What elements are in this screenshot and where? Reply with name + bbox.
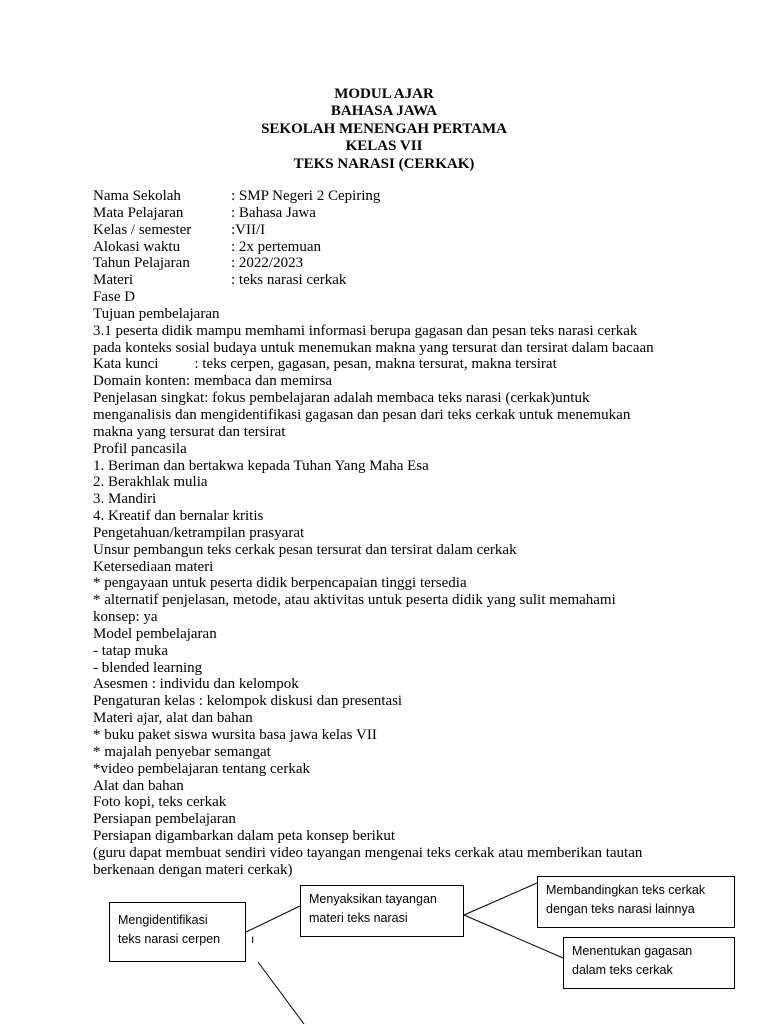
info-value: : teks narasi cerkak bbox=[231, 272, 347, 289]
profil-item: 4. Kreatif dan bernalar kritis bbox=[93, 508, 264, 525]
info-value: : Bahasa Jawa bbox=[231, 204, 316, 221]
concept-box-line: dalam teks cerkak bbox=[572, 963, 673, 977]
title-line: MODUL AJAR bbox=[334, 86, 434, 102]
kata-kunci-value: : teks cerpen, gagasan, pesan, makna tersurat, makna tersirat bbox=[194, 356, 557, 373]
model-item: - blended learning bbox=[93, 659, 203, 676]
tujuan-text-line: pada konteks sosial budaya untuk menemukan makna yang tersurat dan tersirat dalam bacaan bbox=[93, 339, 654, 356]
info-value: : 2x pertemuan bbox=[231, 238, 321, 255]
pengaturan-kelas: Pengaturan kelas : kelompok diskusi dan presentasi bbox=[93, 693, 403, 710]
model-heading: Model pembelajaran bbox=[93, 625, 217, 642]
tujuan-heading: Tujuan pembelajaran bbox=[93, 305, 220, 322]
persiapan-text-line: Persiapan digambarkan dalam peta konsep berikut bbox=[93, 828, 395, 845]
penjelasan-line: makna yang tersurat dan tersirat bbox=[93, 423, 286, 440]
prasyarat-text: Unsur pembangun teks cerkak pesan tersurat dan tersirat dalam cerkak bbox=[93, 541, 517, 558]
tujuan-text-line: 3.1 peserta didik mampu memhami informasi berupa gagasan dan pesan teks narasi cerkak bbox=[93, 322, 638, 339]
ketersediaan-item: * alternatif penjelasan, metode, atau aktivitas untuk peserta didik yang sulit memahami bbox=[93, 592, 616, 609]
connector-line bbox=[464, 883, 537, 915]
info-label: Mata Pelajaran bbox=[93, 204, 184, 221]
concept-box-line: materi teks narasi bbox=[309, 911, 408, 925]
info-value: : SMP Negeri 2 Cepiring bbox=[231, 188, 381, 204]
asesmen: Asesmen : individu dan kelompok bbox=[93, 676, 299, 693]
concept-box-line: Menentukan gagasan bbox=[572, 944, 693, 958]
persiapan-text-line: berkenaan dengan materi cerkak) bbox=[93, 861, 293, 878]
concept-box-line: Menyaksikan tayangan bbox=[309, 892, 437, 906]
info-label: Nama Sekolah bbox=[93, 188, 181, 204]
title-line: TEKS NARASI (CERKAK) bbox=[293, 155, 475, 172]
persiapan-text-line: (guru dapat membuat sendiri video tayangan mengenai teks cerkak atau memberikan tautan bbox=[93, 844, 643, 861]
penjelasan-line: Penjelasan singkat: fokus pembelajaran adalah membaca teks narasi (cerkak)untuk bbox=[93, 390, 590, 407]
alat-heading: Alat dan bahan bbox=[93, 777, 184, 794]
info-value: :VII/I bbox=[231, 221, 266, 238]
info-label: Materi bbox=[93, 272, 133, 289]
materi-ajar-item: *video pembelajaran tentang cerkak bbox=[93, 760, 310, 777]
concept-box-line: Membandingkan teks cerkak bbox=[546, 883, 706, 897]
ketersediaan-item: * pengayaan untuk peserta didik berpencapaian tinggi tersedia bbox=[93, 575, 467, 592]
info-value: : 2022/2023 bbox=[231, 255, 304, 272]
title-line: SEKOLAH MENENGAH PERTAMA bbox=[261, 120, 507, 137]
info-label: Alokasi waktu bbox=[93, 238, 181, 255]
penjelasan-line: menganalisis dan mengidentifikasi gagasan dan pesan dari teks cerkak untuk menemukan bbox=[93, 406, 631, 423]
profil-heading: Profil pancasila bbox=[93, 440, 187, 457]
info-label: Tahun Pelajaran bbox=[93, 255, 190, 272]
ketersediaan-heading: Ketersediaan materi bbox=[93, 558, 214, 575]
concept-box-determine bbox=[563, 937, 735, 989]
kata-kunci-label: Kata kunci bbox=[93, 356, 159, 373]
title-line: BAHASA JAWA bbox=[330, 103, 438, 120]
alat-text: Foto kopi, teks cerkak bbox=[93, 794, 227, 811]
domain-konten: Domain konten: membaca dan memirsa bbox=[93, 373, 333, 390]
persiapan-heading: Persiapan pembelajaran bbox=[93, 811, 236, 828]
connector-line bbox=[246, 906, 300, 932]
connector-line bbox=[258, 962, 304, 1024]
prasyarat-heading: Pengetahuan/ketrampilan prasyarat bbox=[93, 524, 305, 541]
stray-mark: ı bbox=[251, 932, 255, 946]
fase: Fase D bbox=[93, 289, 136, 306]
concept-box-line: Mengidentifikasi bbox=[118, 913, 208, 927]
concept-box-line: teks narasi cerpen bbox=[118, 932, 221, 946]
profil-item: 1. Beriman dan bertakwa kepada Tuhan Yang Maha Esa bbox=[93, 457, 429, 474]
info-label: Kelas / semester bbox=[93, 221, 192, 238]
materi-ajar-item: * buku paket siswa wursita basa jawa kelas VII bbox=[93, 727, 377, 743]
concept-box-identify bbox=[109, 902, 246, 962]
materi-ajar-item: * majalah penyebar semangat bbox=[93, 743, 271, 760]
ketersediaan-item: konsep: ya bbox=[93, 609, 158, 626]
concept-box-line: dengan teks narasi lainnya bbox=[546, 902, 695, 916]
profil-item: 3. Mandiri bbox=[93, 491, 157, 508]
materi-ajar-heading: Materi ajar, alat dan bahan bbox=[93, 710, 253, 727]
model-item: - tatap muka bbox=[93, 642, 168, 659]
title-line: KELAS VII bbox=[345, 138, 423, 155]
concept-box-watch bbox=[300, 885, 464, 937]
concept-box-compare bbox=[537, 876, 735, 928]
profil-item: 2. Berakhlak mulia bbox=[93, 474, 208, 491]
